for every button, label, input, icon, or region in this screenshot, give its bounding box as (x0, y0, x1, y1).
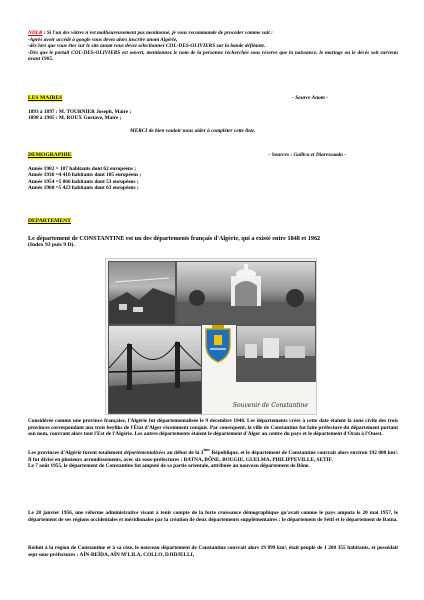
paragraph-2 (28, 450, 398, 463)
departement-paragraph-4 (28, 545, 398, 558)
maires-section (28, 95, 398, 134)
ndlr-line-1: : Si l'un des vôtres n'est malheureusement pas mentionné, je vous recommande de procéder comme suit : (42, 30, 273, 36)
paragraph-2-emphasis: départementalisées (124, 450, 166, 456)
demographie-entry: Année 1954 =5 066 habitants dont 53 européens ; (28, 178, 139, 185)
ndlr-tag: NDLR (28, 30, 43, 36)
demographie-entry: Année 1902 = 107 habitants dont 62 européens ; (28, 165, 136, 172)
demographie-entry: Année 1960 =5 423 habitants dont 63 européens ; (28, 185, 139, 192)
intro-index: (Index 93 puis 9 D). (28, 242, 75, 249)
postcard-caption: Souvenir de Constantine (232, 402, 308, 409)
postcard-photo-city (236, 325, 316, 382)
departement-paragraph-2 (28, 450, 398, 470)
ndlr-line-4: -Dès que le portail COL-DES-OLIVIERS est ouvert, mentionnez le nom de la personne recherchée sous réserve que la naissance, le mariage ou le décès soit survenu avant 1905. (28, 49, 398, 63)
paragraph-2-d: Le 7 août 1955, le département de Constantine fut amputé de sa partie orientale, attribuée au nouveau département de Bône. (28, 463, 310, 470)
ndlr-note (28, 30, 398, 63)
maires-merci: MERCI de bien vouloir nous aider à compléter cette liste. (130, 127, 256, 134)
maires-heading: LES MAIRES (28, 95, 63, 101)
maire-entry: 1898 à 1905 : M. ROUX Gustave, Maire ; (28, 115, 122, 122)
demographie-heading: DEMOGRAPHIE (28, 152, 72, 158)
paragraph-2-part-b: au début de la 3 (165, 450, 204, 456)
paragraph-1: Considérée comme une province française, l'Algérie fut départementalisée le 9 décembre 1848. Les départements créés à cette date étaient la zone civile des trois provinces correspondant aux trois beyliks de l'État d'Alger récemment conquis. Par conséquent, la ville de Constantine fut faite préfecture du département portant son nom, couvrant alors tout l'Est de l'Algérie. Les autres départements étaient le département d'Alger au centre du pays et le département d'Oran à l'Ouest. (28, 418, 398, 438)
maires-source: - Source Anom - (292, 95, 328, 101)
paragraph-4: Réduit à la région de Constantine et à sa côte, le nouveau département de Constantine couvrait alors 19 899 km², était peuplé de 1 208 355 habitants, et possédait sept sous-préfectures : AÏN-BEÏDA, AÏN M'LILA, COLLO, DJIDJELLI, (28, 545, 398, 558)
postcard-photo-monument (176, 261, 316, 325)
postcard-photo-gorge (108, 261, 176, 325)
demographie-section (28, 152, 398, 192)
departement-heading: DEPARTEMENT (28, 218, 71, 224)
ndlr-line-2: -Après avoir accédé à google vous devez alors inscrire anom Algérie, (28, 36, 178, 43)
ndlr-line-3: -dès lors que vous êtes sur le site anom vous devez sélectionner COL-DES-OLIVIERS sur la bande défilante. (28, 43, 266, 50)
intro-suffix: est un des départements français d'Algérie, qui a existé entre 1848 et 1962 (124, 234, 321, 242)
maire-entry: 1893 à 1897 : M. TOURNIER Joseph, Maire ; (28, 108, 132, 115)
postcard-image (105, 258, 317, 415)
departement-section (28, 218, 398, 250)
paragraph-2-part-c: République, et le département de Constantine couvrait alors environ 192 000 km². Il fut divisé en plusieurs arrondissements, avec six sous-préfectures : BATNA, BÔNE, BOUGIE, GUELMA, PHILIPPEVILLE, SETIF. (28, 450, 399, 463)
intro-prefix: Le département de (28, 234, 80, 242)
intro-name: CONSTANTINE (79, 234, 125, 242)
paragraph-2-sup: ème (203, 448, 210, 453)
postcard-caption-area (202, 382, 314, 412)
departement-intro (28, 235, 398, 243)
constantine-crest-icon (202, 325, 234, 363)
departement-paragraph-3 (28, 510, 398, 523)
paragraph-3: Le 28 janvier 1956, une réforme administrative visant à tenir compte de la forte croissance démographique qu'avait connue le pays amputa le 20 mai 1957, le département de ses régions occidentales et méridionales par la création de deux départements supplémentaires : le département de Sétif et le département de Batna. (28, 510, 398, 523)
postcard-photo-bridge (108, 325, 202, 414)
departement-paragraph-1 (28, 418, 398, 438)
demographie-entry: Année 1936 =4 416 habitants dont 105 européens ; (28, 172, 142, 179)
paragraph-2-part-a: Les provinces d'Algérie furent totalement (28, 450, 124, 456)
demographie-source: - Sources : Gallica et Diaressaada - (268, 152, 346, 158)
